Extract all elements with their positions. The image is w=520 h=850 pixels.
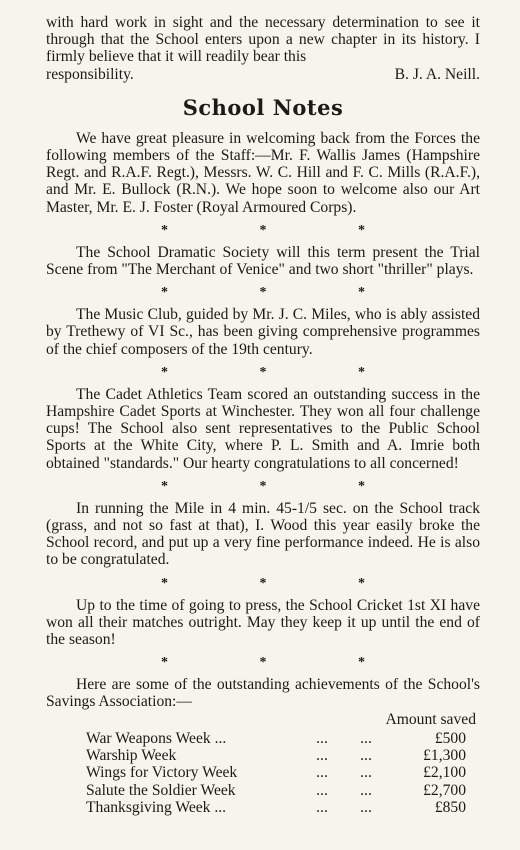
leader-dots: ... (360, 764, 372, 782)
separator: * * * (161, 285, 409, 301)
amount: £2,700 (423, 781, 466, 799)
table-row (86, 799, 466, 816)
week-name: War Weapons Week ... (86, 729, 227, 747)
intro-paragraph: with hard work in sight and the necessary determination to see it through that the School enters upon a new chapter in its history. I firmly believe that it will readily bear this (46, 14, 480, 66)
separator: * * * (161, 222, 409, 238)
leader-dots: ... (360, 729, 372, 747)
table-row (86, 730, 466, 747)
table-row (86, 782, 466, 799)
paragraph-savings: Here are some of the outstanding achievements of the School's Savings Association:— (46, 676, 480, 711)
paragraph-dramatic: The School Dramatic Society will this term present the Trial Scene from "The Merchant of Venice" and two short "thriller" plays. (46, 243, 480, 279)
week-name: Thanksgiving Week ... (86, 798, 227, 816)
paragraph-staff: We have great pleasure in welcoming back from the Forces the following members of the Staff:—Mr. F. Wallis James (Hampshire Regt. and R.A.F. Regt.), Messrs. W. C. Hill and F. C. Mills (R.A.F.), and Mr. E. Bullock (R.N.). We hope soon to welcome also our Art Master, Mr. E. J. Foster (Royal Armoured Corps). (46, 129, 480, 216)
leader-dots: ... (360, 798, 372, 816)
table-row (86, 747, 466, 764)
leader-dots: ... (360, 781, 372, 799)
section-title: School Notes (182, 94, 344, 120)
week-name: Wings for Victory Week (86, 764, 238, 782)
signature-line (46, 66, 480, 83)
paragraph-mile: In running the Mile in 4 min. 45-1/5 sec. on the School track (grass, and not so fast at that), I. Wood this year easily broke the School record, and put up a very fine performance indeed. He is also to be congratulated. (46, 499, 480, 569)
leader-dots: ... (360, 747, 372, 765)
week-name: Salute the Soldier Week (86, 781, 236, 799)
amount-header: Amount saved (385, 710, 476, 728)
separator: * * * (161, 478, 409, 494)
paragraph-cricket: Up to the time of going to press, the School Cricket 1st XI have won all their matches outright. May they keep it up until the end of the season! (46, 596, 480, 649)
leader-dots: ... (316, 764, 328, 782)
separator: * * * (161, 364, 409, 380)
separator: * * * (161, 575, 409, 591)
paragraph-music: The Music Club, guided by Mr. J. C. Miles, who is ably assisted by Trethewy of VI Sc., has been giving comprehensive programmes of the chief composers of the 19th century. (46, 306, 480, 358)
leader-dots: ... (316, 747, 328, 765)
leader-dots: ... (316, 781, 328, 799)
amount: £850 (434, 798, 466, 816)
week-name: Warship Week (86, 747, 177, 765)
amount: £500 (434, 729, 466, 747)
separator: * * * (161, 655, 409, 671)
savings-table (86, 730, 466, 816)
intro-last-line: responsibility. (46, 65, 134, 83)
amount: £2,100 (423, 764, 466, 782)
paragraph-athletics: The Cadet Athletics Team scored an outstanding success in the Hampshire Cadet Sports at Winchester. They won all four challenge cups! The School also sent representatives to the Public School Sports at the White City, where P. L. Smith and A. Imrie both obtained "standards." Our hearty congratulations to all concerned! (46, 385, 480, 472)
table-row (86, 764, 466, 781)
signature: B. J. A. Neill. (394, 65, 480, 83)
leader-dots: ... (316, 729, 328, 747)
leader-dots: ... (316, 798, 328, 816)
amount: £1,300 (423, 747, 466, 765)
